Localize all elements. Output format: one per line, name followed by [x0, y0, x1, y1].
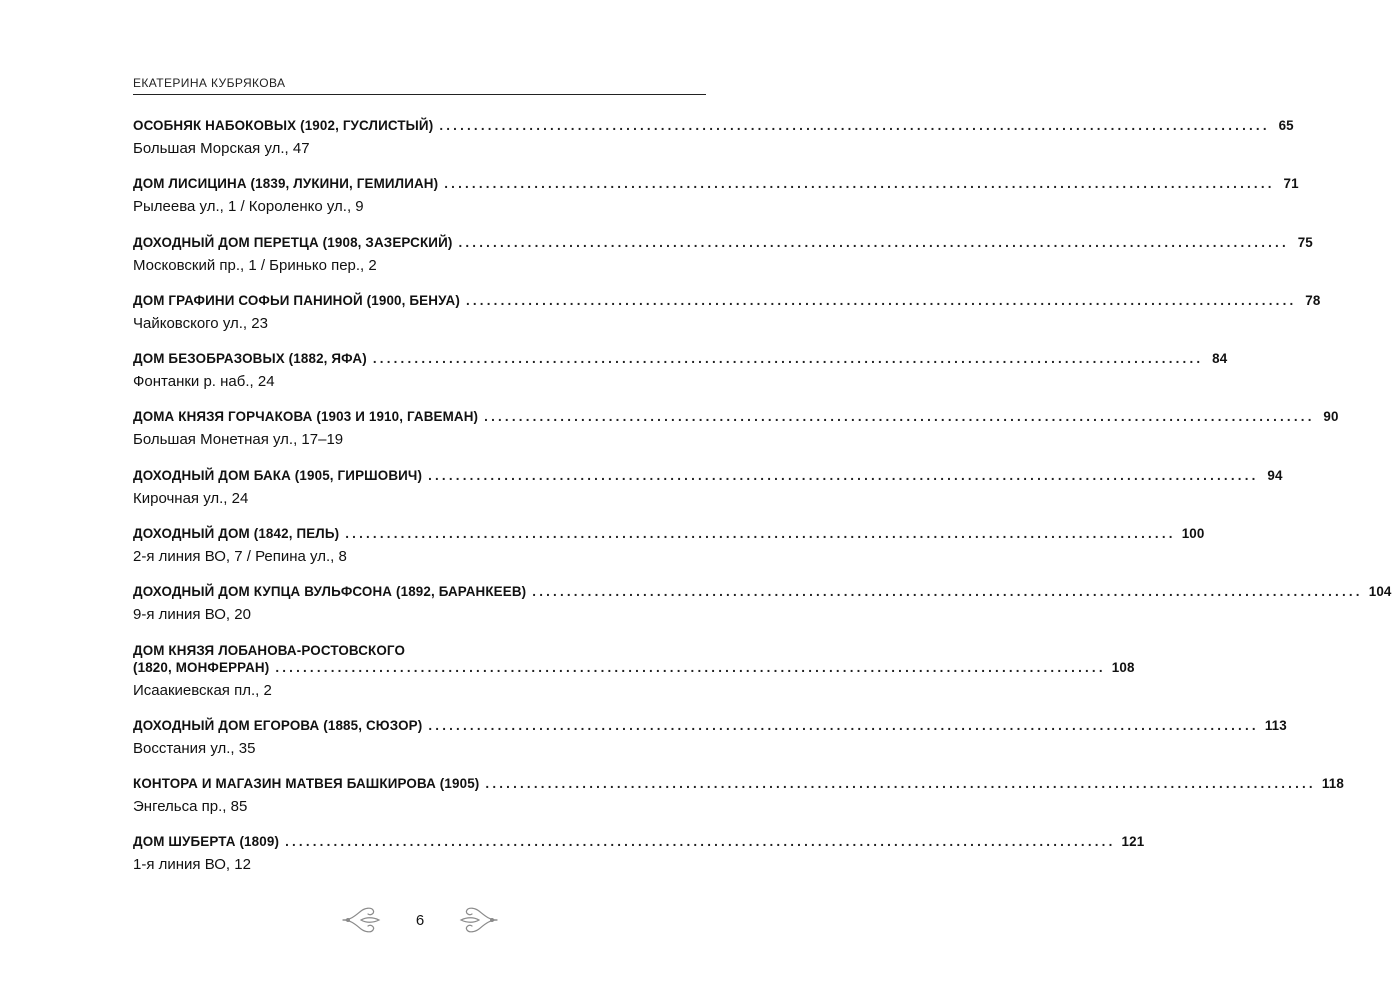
toc-title-line — [133, 775, 1344, 792]
toc-page-number: 90 — [1323, 409, 1339, 425]
toc-entry[interactable] — [133, 583, 1392, 641]
author-name: ЕКАТЕРИНА КУБРЯКОВА — [133, 76, 286, 90]
toc-entry[interactable] — [133, 775, 1344, 833]
toc-title-line — [133, 833, 1145, 850]
toc-title-line — [133, 408, 1339, 425]
toc-entry[interactable] — [133, 234, 1313, 292]
toc-page-number: 113 — [1264, 717, 1287, 733]
toc-page-number: 94 — [1267, 467, 1283, 483]
toc-entry-title: ДОХОДНЫЙ ДОМ БАКА (1905, ГИРШОВИЧ) — [133, 467, 423, 483]
toc-title-line — [133, 467, 1283, 484]
toc-title-line — [133, 659, 1135, 676]
toc-entry-title-line1: ДОМ КНЯЗЯ ЛОБАНОВА-РОСТОВСКОГО — [133, 642, 406, 658]
toc-title-line — [133, 717, 1287, 734]
dot-leader: ........................................................................................................................ — [444, 176, 1275, 192]
toc-entry-title: ДОМ ШУБЕРТА (1809) — [133, 834, 280, 850]
toc-entry-title: ОСОБНЯК НАБОКОВЫХ (1902, ГУСЛИСТЫЙ) — [133, 118, 434, 133]
toc-entry-title: КОНТОРА И МАГАЗИН МАТВЕЯ БАШКИРОВА (1905) — [133, 775, 480, 791]
toc-title-line — [133, 350, 1228, 367]
toc-entry[interactable] — [133, 525, 1205, 583]
toc-title-line — [133, 525, 1205, 542]
toc-entry[interactable] — [133, 467, 1283, 525]
toc-page-number: 78 — [1305, 292, 1321, 308]
toc-entry-address: Кирочная ул., 24 — [133, 489, 249, 507]
dot-leader: ........................................................................................................................ — [428, 467, 1259, 483]
toc-title-line — [133, 175, 1299, 192]
toc-entry[interactable] — [133, 833, 1145, 891]
toc-entry[interactable] — [133, 717, 1287, 775]
toc-entry-title: ДОХОДНЫЙ ДОМ КУПЦА ВУЛЬФСОНА (1892, БАРАНКЕЕВ) — [133, 584, 527, 600]
toc-entry[interactable] — [133, 117, 1294, 175]
dot-leader: ........................................................................................................................ — [439, 118, 1270, 133]
dot-leader: ........................................................................................................................ — [275, 659, 1106, 675]
toc-page-number: 108 — [1111, 659, 1135, 675]
toc-entry[interactable] — [133, 175, 1299, 233]
toc-entry[interactable] — [133, 292, 1321, 350]
scroll-ornament-icon — [458, 902, 500, 938]
toc-page-number: 71 — [1283, 176, 1299, 192]
toc-entry-title: ДОМ БЕЗОБРАЗОВЫХ (1882, ЯФА) — [133, 351, 367, 367]
toc-entry-title: ДОМ ЛИСИЦИНА (1839, ЛУКИНИ, ГЕМИЛИАН) — [133, 176, 439, 192]
dot-leader: ........................................................................................................................ — [485, 775, 1316, 791]
toc-entry-title: ДОХОДНЫЙ ДОМ (1842, ПЕЛЬ) — [133, 526, 340, 542]
toc-page-number: 121 — [1121, 834, 1145, 850]
toc-entry-address: Рылеева ул., 1 / Короленко ул., 9 — [133, 198, 364, 216]
dot-leader: ........................................................................................................................ — [345, 526, 1176, 542]
toc-entry-address: 9-я линия ВО, 20 — [133, 606, 251, 624]
dot-leader: ........................................................................................................................ — [285, 834, 1116, 850]
toc-entry[interactable] — [133, 408, 1339, 466]
toc-entry-address: Исаакиевская пл., 2 — [133, 681, 272, 699]
toc-page-number: 75 — [1297, 234, 1313, 250]
toc-entry-title: (1820, МОНФЕРРАН) — [133, 659, 270, 675]
toc-title-line — [133, 234, 1313, 251]
toc-entry[interactable] — [133, 642, 1135, 717]
dot-leader: ........................................................................................................................ — [532, 584, 1363, 600]
toc-entry-address: Московский пр., 1 / Бринько пер., 2 — [133, 256, 377, 274]
toc-page-number: 118 — [1321, 775, 1344, 791]
dot-leader: ........................................................................................................................ — [458, 234, 1289, 250]
toc-entry-address: Фонтанки р. наб., 24 — [133, 373, 275, 391]
toc-entry-address: Большая Монетная ул., 17–19 — [133, 431, 344, 449]
toc-entry-address: Энгельса пр., 85 — [133, 797, 248, 815]
running-head — [133, 76, 706, 95]
toc-title-line — [133, 117, 1294, 134]
toc-entry-address: Восстания ул., 35 — [133, 739, 256, 757]
table-of-contents — [133, 117, 1392, 892]
toc-entry-address: 1-я линия ВО, 12 — [133, 856, 251, 874]
dot-leader: ........................................................................................................................ — [428, 717, 1259, 733]
toc-title-line — [133, 583, 1392, 600]
toc-entry-address: 2-я линия ВО, 7 / Репина ул., 8 — [133, 548, 347, 566]
toc-entry-title: ДОМА КНЯЗЯ ГОРЧАКОВА (1903 И 1910, ГАВЕМАН) — [133, 409, 479, 425]
toc-entry-title: ДОХОДНЫЙ ДОМ ПЕРЕТЦА (1908, ЗАЗЕРСКИЙ) — [133, 234, 453, 250]
toc-page-number: 104 — [1368, 584, 1392, 600]
toc-page-number: 65 — [1278, 118, 1294, 133]
dot-leader: ........................................................................................................................ — [484, 409, 1315, 425]
toc-entry-title: ДОХОДНЫЙ ДОМ ЕГОРОВА (1885, СЮЗОР) — [133, 717, 423, 733]
toc-title-line — [133, 292, 1321, 309]
dot-leader: ........................................................................................................................ — [465, 292, 1297, 308]
toc-entry-title: ДОМ ГРАФИНИ СОФЬИ ПАНИНОЙ (1900, БЕНУА) — [133, 292, 460, 308]
dot-leader: ........................................................................................................................ — [372, 351, 1204, 367]
toc-entry-address: Большая Морская ул., 47 — [133, 140, 310, 157]
page-number: 6 — [415, 911, 425, 929]
toc-page-number: 100 — [1181, 526, 1205, 542]
toc-page-number: 84 — [1212, 351, 1228, 367]
toc-entry-address: Чайковского ул., 23 — [133, 314, 268, 332]
toc-entry[interactable] — [133, 350, 1228, 408]
scroll-ornament-icon — [340, 902, 382, 938]
page-footer — [340, 900, 500, 940]
